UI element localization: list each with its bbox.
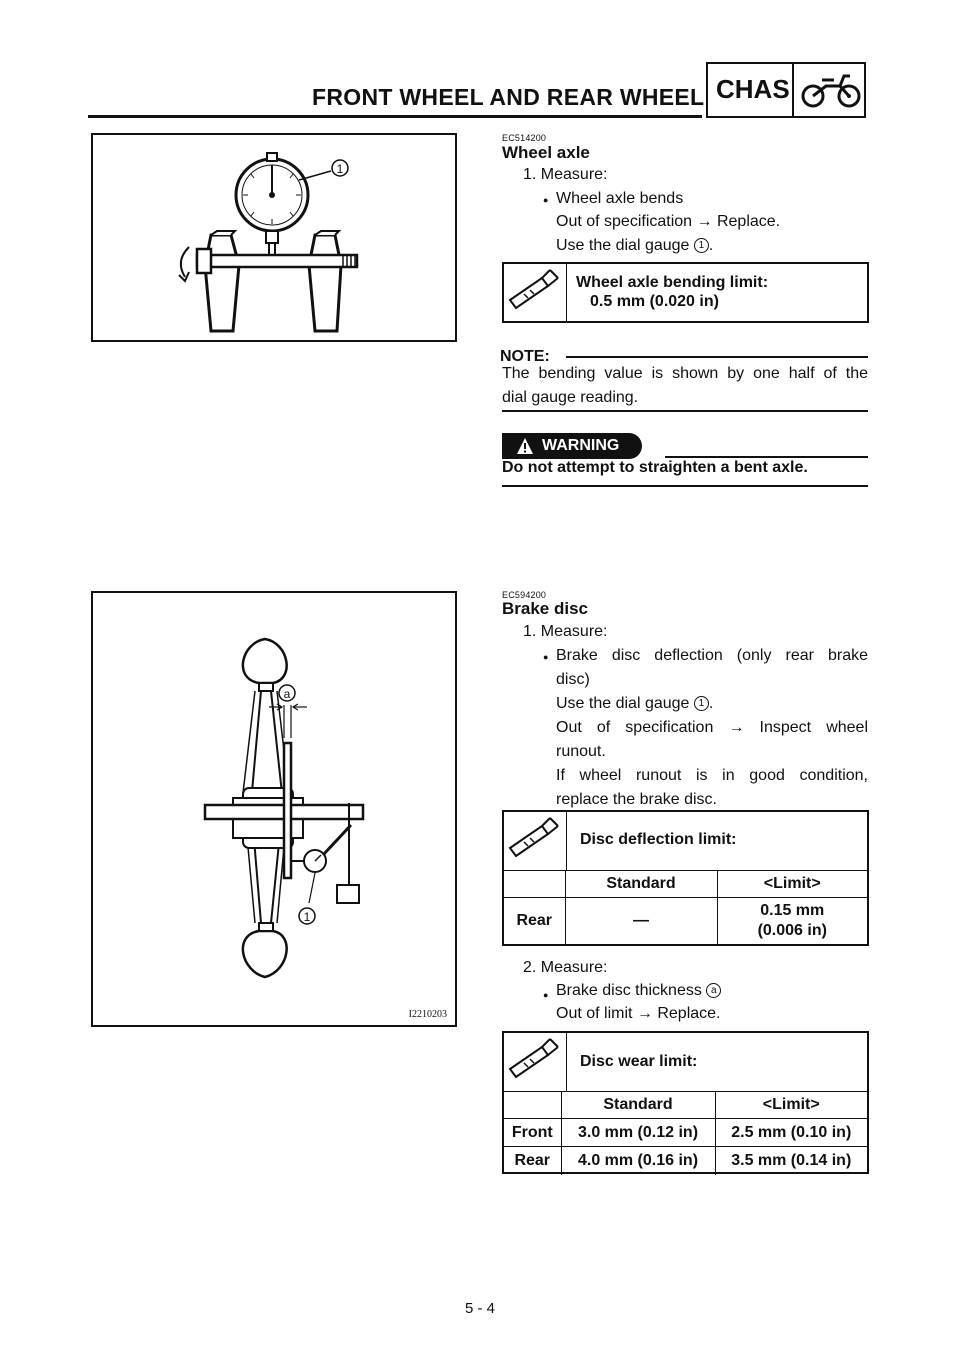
section-badge (706, 62, 866, 118)
row-standard: 3.0 mm (0.12 in) (561, 1119, 715, 1147)
note-text (502, 362, 868, 410)
header-limit: <Limit> (715, 1092, 867, 1119)
row-limit (717, 898, 867, 945)
brake-disc-code: EC594200 (502, 590, 547, 600)
ref-circle-a (706, 983, 721, 998)
row-limit-a: 0.15 mm (760, 902, 825, 920)
spec-icon-cell (504, 1033, 567, 1091)
bullet-1-use-gauge: Use the dial gauge 1 . (556, 695, 714, 712)
figure-callout-a: a (283, 687, 291, 701)
disc-deflection-spec-box (502, 810, 869, 946)
brake-disc-out-of-limit: Out of limit → Replace. (556, 1005, 721, 1022)
caliper-icon (504, 264, 566, 321)
note-line-2: dial gauge reading. (502, 389, 639, 406)
deflection-table (504, 870, 867, 945)
wheel-axle-bullet: ● Wheel axle bends (556, 187, 683, 211)
wheel-axle-figure (91, 133, 457, 342)
bullet-1-ifgood-a: If wheel runout is in good condition, (556, 767, 868, 784)
warning-triangle-icon (516, 437, 534, 455)
row-limit: 2.5 mm (0.10 in) (715, 1119, 867, 1147)
figure-id: I2210203 (408, 1009, 447, 1020)
deflection-row-rear (504, 898, 867, 945)
brake-disc-bullet-1 (556, 644, 868, 812)
row-name: Front (504, 1119, 561, 1147)
disc-wear-spec-box (502, 1031, 869, 1174)
brake-disc-step-1: 1. Measure: (523, 623, 608, 640)
header-blank (504, 871, 565, 898)
section-divider (792, 64, 794, 116)
deflection-spec-label: Disc deflection limit: (580, 831, 737, 848)
row-standard: — (565, 898, 717, 945)
wheel-axle-code: EC514200 (502, 133, 547, 143)
ref-circle-1-label: 1 (698, 240, 705, 252)
ref-circle-1 (694, 238, 709, 253)
wheel-axle-out-of-spec: Out of specification → Replace. (556, 213, 781, 230)
spec-icon-cell (504, 812, 567, 870)
wheel-axle-step-1: 1. Measure: (523, 166, 608, 183)
ref-circle-1 (694, 696, 709, 711)
header-limit: <Limit> (717, 871, 867, 898)
deflection-table-header (504, 871, 867, 898)
axle-spec-label: Wheel axle bending limit: (576, 274, 769, 291)
wear-spec-label: Disc wear limit: (580, 1053, 698, 1070)
bullet-1-line-b: disc) (556, 671, 590, 688)
warning-text: Do not attempt to straighten a bent axle. (502, 459, 808, 476)
use-gauge-text: Use the dial gauge (556, 695, 690, 712)
motorcycle-icon (800, 72, 862, 110)
bullet-1-ifgood-b: replace the brake disc. (556, 791, 717, 808)
note-rule-top (566, 356, 868, 358)
brake-disc-figure (91, 591, 457, 1027)
brake-disc-bullet-2 (556, 979, 721, 1003)
row-name: Rear (504, 898, 565, 945)
caliper-icon (504, 1033, 566, 1090)
page-number: 5 - 4 (464, 1300, 495, 1317)
warning-label: WARNING (542, 437, 620, 454)
bullet-1-oos-a: Out of specification → Inspect wheel (556, 719, 868, 736)
bullet-2-text: ● Brake disc thickness (556, 982, 702, 999)
axle-spec-value: 0.5 mm (0.020 in) (590, 293, 719, 310)
wear-row-rear (504, 1147, 867, 1175)
wear-table-header (504, 1092, 867, 1119)
use-gauge-text: Use the dial gauge (556, 237, 690, 254)
note-line-1: The bending value is shown by one half of the (502, 365, 868, 382)
header-standard: Standard (565, 871, 717, 898)
bullet-1-oos-b: runout. (556, 743, 606, 760)
section-code: CHAS (716, 74, 790, 104)
header-standard: Standard (561, 1092, 715, 1119)
brake-disc-title: Brake disc (502, 599, 588, 618)
page-title: FRONT WHEEL AND REAR WHEEL (312, 84, 705, 110)
wear-row-front (504, 1119, 867, 1147)
bullet-1-line-a: ● Brake disc deflection (only rear brake (556, 644, 868, 668)
row-standard: 4.0 mm (0.16 in) (561, 1147, 715, 1175)
axle-dial-gauge-illustration (93, 135, 455, 340)
header-blank (504, 1092, 561, 1119)
row-limit-b: (0.006 in) (757, 922, 827, 940)
wheel-axle-use-gauge: Use the dial gauge 1 . (556, 237, 714, 254)
spec-icon-cell (504, 264, 567, 321)
note-rule-bottom (502, 410, 868, 412)
figure-callout-1: 1 (303, 910, 311, 924)
note-label: NOTE: (500, 348, 550, 365)
wheel-axle-title: Wheel axle (502, 143, 590, 162)
figure-callout-1: 1 (336, 162, 344, 176)
caliper-icon (504, 812, 566, 869)
axle-bend-spec-box (502, 262, 869, 323)
warning-rule-bottom (502, 485, 868, 487)
row-name: Rear (504, 1147, 561, 1175)
brake-disc-step-2: 2. Measure: (523, 959, 608, 976)
brake-disc-illustration (93, 593, 455, 1025)
ref-circle-a-label: a (711, 985, 717, 997)
wear-table (504, 1091, 867, 1175)
ref-circle-1-label: 1 (698, 698, 705, 710)
row-limit: 3.5 mm (0.14 in) (715, 1147, 867, 1175)
header-rule (88, 115, 702, 118)
